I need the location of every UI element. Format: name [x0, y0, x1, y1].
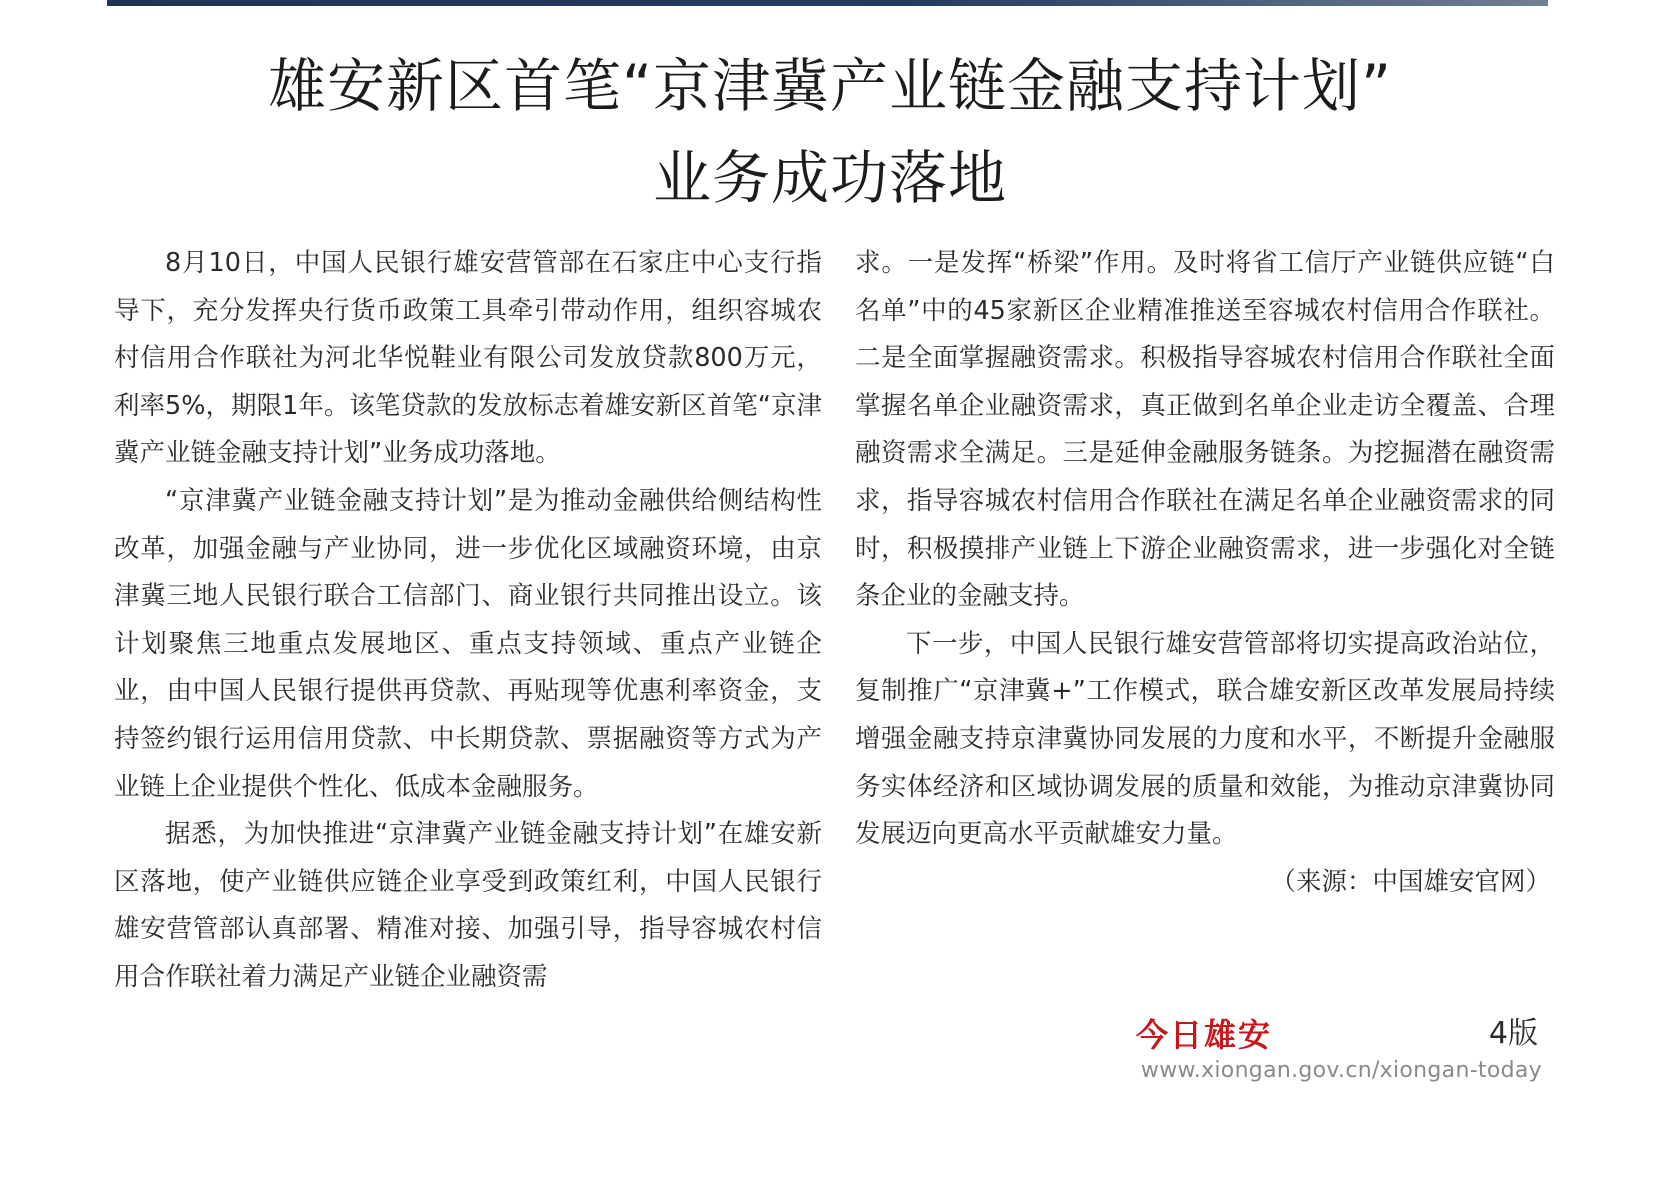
paragraph-1: 8月10日，中国人民银行雄安营管部在石家庄中心支行指导下，充分发挥央行货币政策工具牵引带动作用，组织容城农村信用合作联社为河北华悦鞋业有限公司发放贷款800万元，利率5%，期限1年。该笔贷款的发放标志着雄安新区首笔“京津冀产业链金融支持计划”业务成功落地。 [114, 248, 822, 469]
headline-line-2: 业务成功落地 [652, 144, 1007, 212]
paragraph-4: 下一步，中国人民银行雄安营管部将切实提高政治站位，复制推广“京津冀+”工作模式，联合雄安新区改革发展局持续增强金融支持京津冀协同发展的力度和水平，不断提升金融服务实体经济和区域协调发展的质量和效能，为推动京津冀协同发展迈向更高水平贡献雄安力量。 [855, 628, 1555, 850]
source-credit: （来源：中国雄安官网） [1270, 866, 1551, 897]
paragraph-3-continued: 求。一是发挥“桥梁”作用。及时将省工信厅产业链供应链“白名单”中的45家新区企业精准推送至容城农村信用合作联社。二是全面掌握融资需求。积极指导容城农村信用合作联社全面掌握名单企业融资需求，真正做到名单企业走访全覆盖、合理融资需求全满足。三是延伸金融服务链条。为挖掘潜在融资需求，指导容城农村信用合作联社在满足名单企业融资需求的同时，积极摸排产业链上下游企业融资需求，进一步强化对全链条企业的金融支持。 [855, 248, 1555, 612]
page-number: 4版 [1488, 1016, 1538, 1051]
article-right-column [855, 240, 1555, 906]
article-left-column [114, 240, 822, 1002]
headline-line-1: 雄安新区首笔“京津冀产业链金融支持计划” [267, 52, 1393, 120]
top-rule [107, 0, 1548, 6]
website-url: www.xiongan.gov.cn/xiongan-today [1140, 1058, 1542, 1083]
paragraph-2: “京津冀产业链金融支持计划”是为推动金融供给侧结构性改革，加强金融与产业协同，进一步优化区域融资环境，由京津冀三地人民银行联合工信部门、商业银行共同推出设立。该计划聚焦三地重点发展地区、重点支持领域、重点产业链企业，由中国人民银行提供再贷款、再贴现等优惠利率资金，支持签约银行运用信用贷款、中长期贷款、票据融资等方式为产业链上企业提供个性化、低成本金融服务。 [114, 485, 822, 802]
headline [110, 40, 1550, 224]
brand-logo: 今日雄安 [1136, 1016, 1273, 1054]
paragraph-3: 据悉，为加快推进“京津冀产业链金融支持计划”在雄安新区落地，使产业链供应链企业享受到政策红利，中国人民银行雄安营管部认真部署、精准对接、加强引导，指导容城农村信用合作联社着力满足产业链企业融资需 [114, 819, 822, 992]
